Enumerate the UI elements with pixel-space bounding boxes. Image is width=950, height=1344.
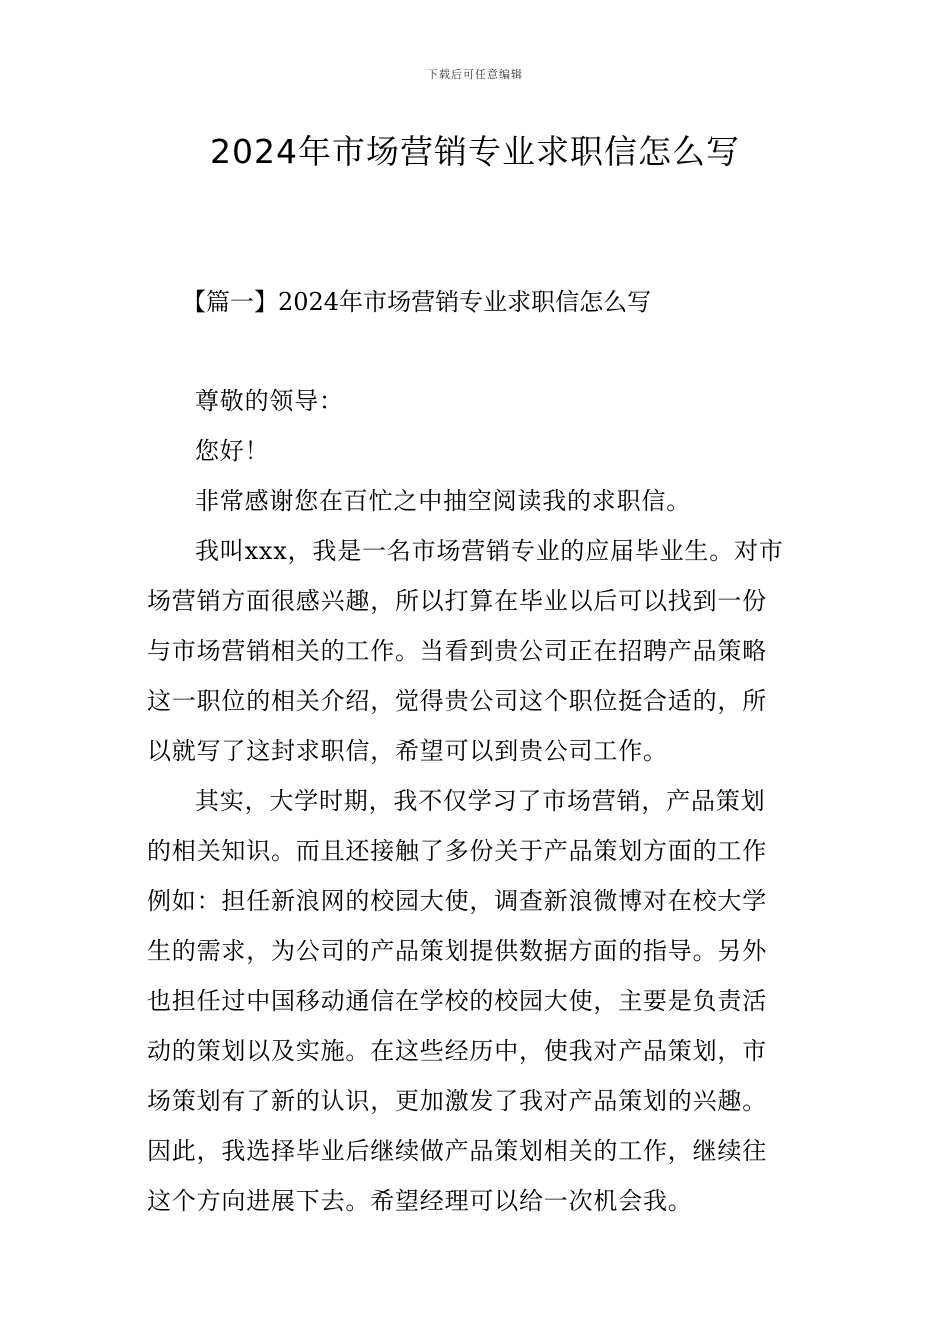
paragraph-line: 也担任过中国移动通信在学校的校园大使，主要是负责活 [147, 987, 767, 1015]
paragraph-line: 场营销方面很感兴趣，所以打算在毕业以后可以找到一份 [147, 587, 767, 615]
thanks-text: 非常感谢您在百忙之中抽空阅读我的求职信。 [195, 487, 691, 515]
paragraph-line: 动的策划以及实施。在这些经历中，使我对产品策划，市 [147, 1037, 767, 1065]
paragraph-line: 例如：担任新浪网的校园大使，调查新浪微博对在校大学 [147, 887, 767, 915]
paragraph-line: 其实，大学时期，我不仅学习了市场营销，产品策划 [195, 787, 766, 815]
paragraph-line: 这一职位的相关介绍，觉得贵公司这个职位挺合适的，所 [147, 687, 767, 715]
salutation [147, 376, 807, 426]
section-title: 【篇一】2024年市场营销专业求职信怎么写 [182, 288, 652, 316]
paragraph-line: 场策划有了新的认识，更加激发了我对产品策划的兴趣。 [147, 1087, 767, 1115]
paragraph-introduction [147, 526, 807, 776]
greeting-text: 您好！ [195, 437, 270, 465]
header-note: 下载后可任意编辑 [427, 68, 523, 81]
paragraph-line: 以就写了这封求职信，希望可以到贵公司工作。 [147, 737, 668, 765]
document-title: 2024年市场营销专业求职信怎么写 [210, 132, 740, 171]
thanks-paragraph [147, 476, 807, 526]
salutation-text: 尊敬的领导： [195, 387, 344, 415]
paragraph-line: 的相关知识。而且还接触了多份关于产品策划方面的工作 [147, 837, 767, 865]
letter-body [147, 376, 807, 1226]
paragraph-experience [147, 776, 807, 1226]
greeting [147, 426, 807, 476]
paragraph-line: 生的需求，为公司的产品策划提供数据方面的指导。另外 [147, 937, 767, 965]
paragraph-line: 因此，我选择毕业后继续做产品策划相关的工作，继续往 [147, 1137, 767, 1165]
paragraph-line: 我叫xxx，我是一名市场营销专业的应届毕业生。对市 [195, 537, 784, 565]
paragraph-line: 这个方向进展下去。希望经理可以给一次机会我。 [147, 1187, 693, 1215]
paragraph-line: 与市场营销相关的工作。当看到贵公司正在招聘产品策略 [147, 637, 767, 665]
